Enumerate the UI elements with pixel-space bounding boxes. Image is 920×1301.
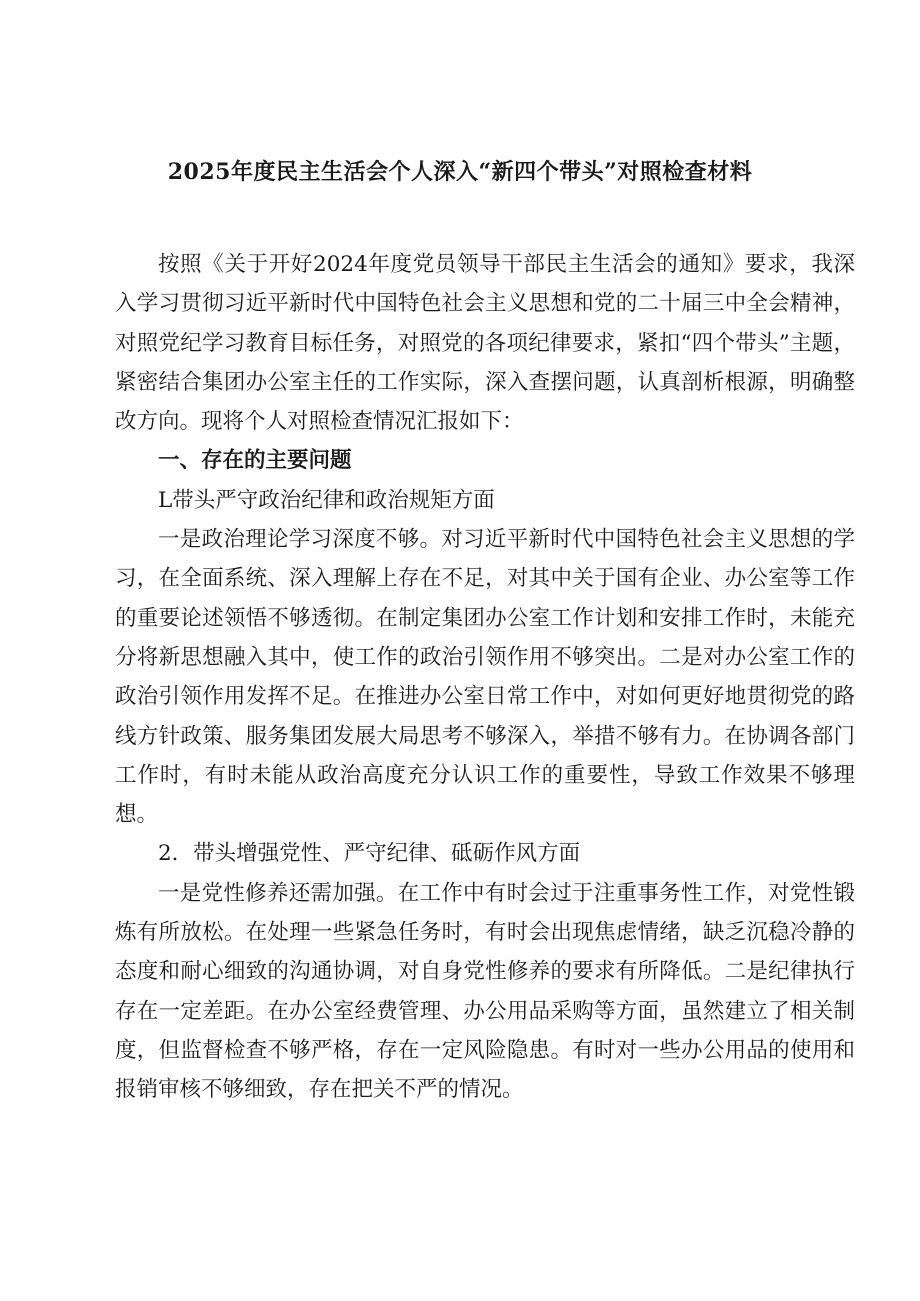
- political-discipline-paragraph: 一是政治理论学习深度不够。对习近平新时代中国特色社会主义思想的学习，在全面系统、深入理解上存在不足，对其中关于国有企业、办公室等工作的重要论述领悟不够透彻。在制定集团办公室工作计划和安排工作时，未能充分将新思想融入其中，使工作的政治引领作用不够突出。二是对办公室工作的政治引领作用发挥不足。在推进办公室日常工作中，对如何更好地贯彻党的路线方针政策、服务集团发展大局思考不够深入，举措不够有力。在协调各部门工作时，有时未能从政治高度充分认识工作的重要性，导致工作效果不够理想。: [115, 527, 855, 828]
- party-spirit-paragraph: 一是党性修养还需加强。在工作中有时会过于注重事务性工作，对党性锻炼有所放松。在处理一些紧急任务时，有时会出现焦虑情绪，缺乏沉稳冷静的态度和耐心细致的沟通协调，对自身党性修养的要求有所降低。二是纪律执行存在一定差距。在办公室经费管理、办公用品采购等方面，虽然建立了相关制度，但监督检查不够严格，存在一定风险隐患。有时对一些办公用品的使用和报销审核不够细致，存在把关不严的情况。: [115, 880, 855, 1103]
- document-title: 2025年度民主生活会个人深入“新四个带头”对照检查材料: [167, 159, 753, 185]
- section-heading-problems: 一、存在的主要问题: [158, 448, 352, 474]
- intro-paragraph: 按照《关于开好2024年度党员领导干部民主生活会的通知》要求，我深入学习贯彻习近平新时代中国特色社会主义思想和党的二十届三中全会精神，对照党纪学习教育目标任务，对照党的各项纪律要求，紧扣“四个带头”主题，紧密结合集团办公室主任的工作实际，深入查摆问题，认真剖析根源，明确整改方向。现将个人对照检查情况汇报如下：: [115, 252, 855, 435]
- subsection-heading-party-spirit: 2．带头增强党性、严守纪律、砥砺作风方面: [158, 841, 581, 867]
- document-body: [115, 245, 855, 1110]
- subsection-heading-political-discipline: L带头严守政治纪律和政治规矩方面: [158, 487, 495, 513]
